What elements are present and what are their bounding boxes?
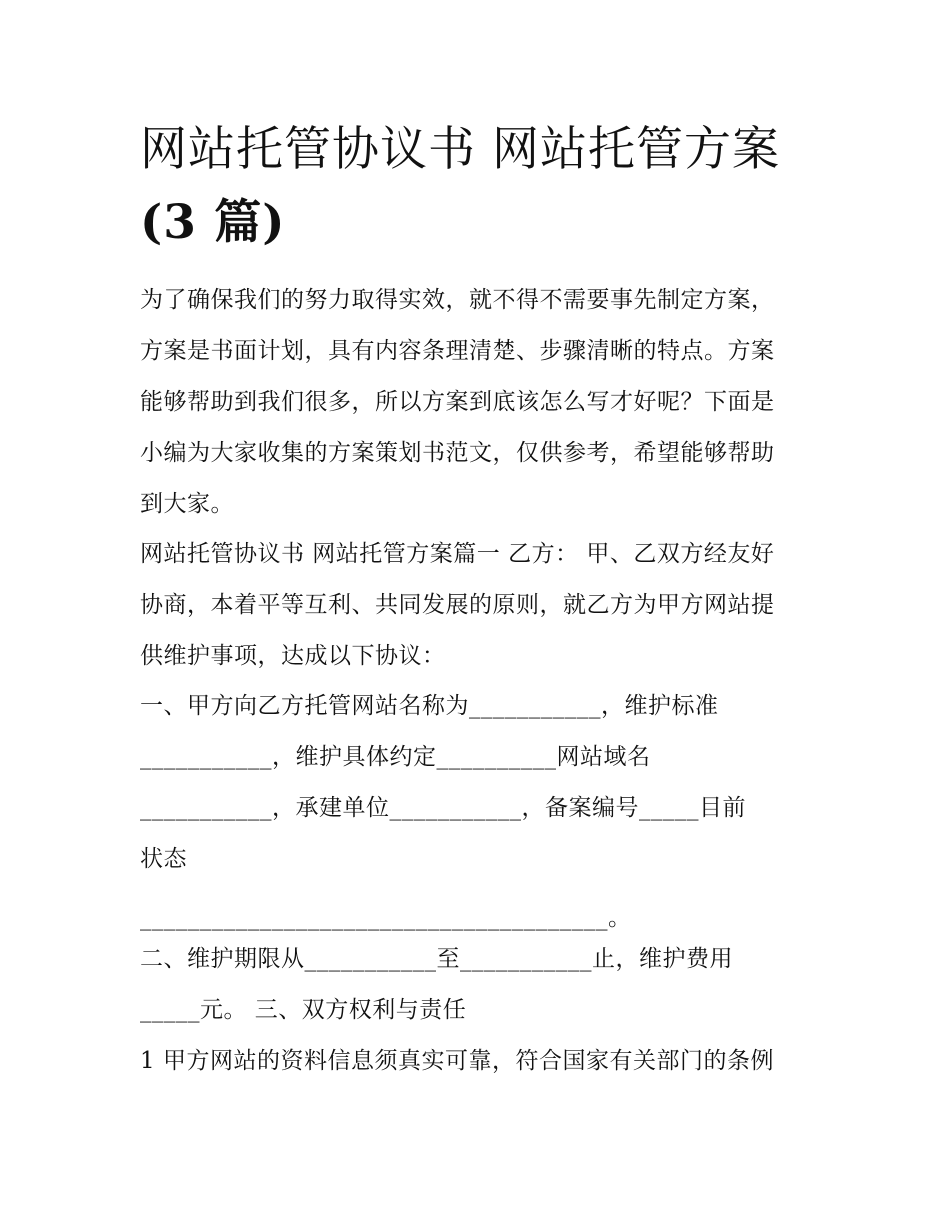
title-line-2: (3 篇) [140,195,286,250]
intro-line: 方案是书面计划，具有内容条理清楚、步骤清晰的特点。方案 [140,338,775,364]
clause1-line: ___________，承建单位___________，备案编号_____目前 [140,795,746,821]
document-title [140,113,840,259]
clause1-line: 状态 [140,846,187,872]
intro-line: 为了确保我们的努力取得实效，就不得不需要事先制定方案， [140,287,775,313]
clause2-line: _____元。 三、双方权利与责任 [140,997,467,1023]
clause1-line: ___________，维护具体约定__________网站域名 [140,744,651,770]
clause-2 [140,934,820,1036]
title-line-1: 网站托管协议书 网站托管方案 [140,122,780,177]
part1-line: 网站托管协议书 网站托管方案篇一 乙方： 甲、乙双方经友好 [140,541,775,567]
clause-1 [140,681,820,944]
clause1-line: 一、甲方向乙方托管网站名称为___________，维护标准 [140,693,719,719]
intro-line: 到大家。 [140,491,234,517]
intro-paragraph [140,275,820,530]
clause2-line: 二、维护期限从___________至___________止，维护费用 [140,946,733,972]
clause3-line: 1 甲方网站的资料信息须真实可靠，符合国家有关部门的条例 [140,1048,774,1074]
clause1-status-blank: _______________________________________。 [140,905,632,931]
intro-line: 小编为大家收集的方案策划书范文，仅供参考，希望能够帮助 [140,440,775,466]
part1-line: 供维护事项，达成以下协议： [140,643,446,669]
clause-3 [140,1036,820,1087]
part1-paragraph [140,529,820,682]
intro-line: 能够帮助到我们很多，所以方案到底该怎么写才好呢？下面是 [140,389,775,415]
part1-line: 协商，本着平等互利、共同发展的原则，就乙方为甲方网站提 [140,592,775,618]
